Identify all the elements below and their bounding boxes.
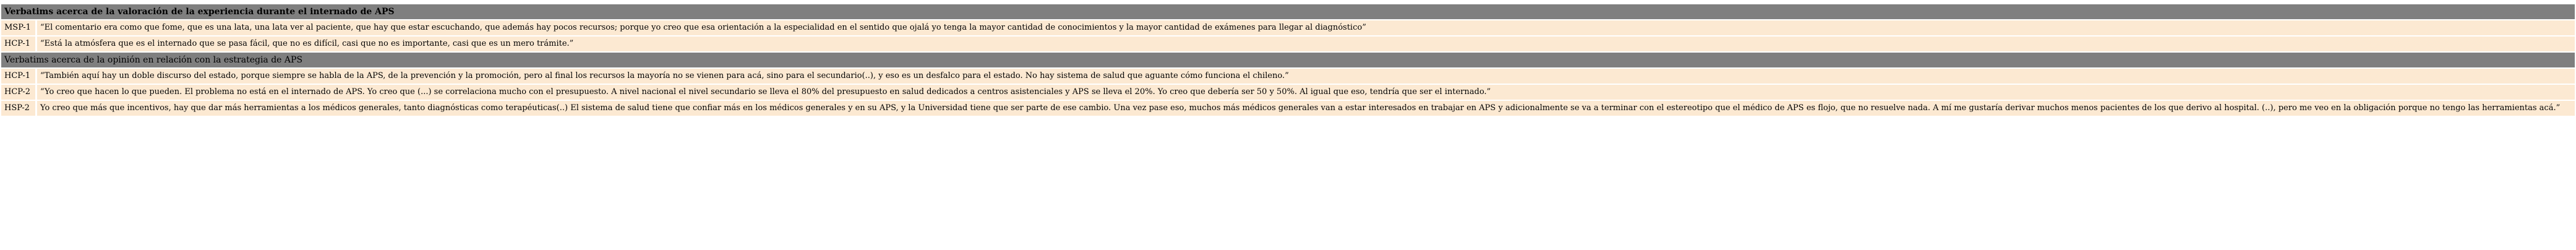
section-header-experiencia-internado: Verbatims acerca de la valoración de la experiencia durante el internado de APS [1,4,2575,19]
verbatim-quote: “Yo creo que hacen lo que pueden. El problema no está en el internado de APS. Yo creo que (...) se correlaciona mucho con el presupuesto. A nivel nacional el nivel secundario se lleva el 80% del presupuesto en salud dedicados a centros asistenciales y APS se lleva el 20%. Yo creo que debería ser 50 y 50%. Al igual que eso, tendría que ser el internado.” [37,85,2575,100]
participant-code: HCP-1 [1,37,35,51]
participant-code: MSP-1 [1,20,35,35]
table-row [1,69,2575,84]
participant-code: HCP-1 [1,69,35,84]
table-row [1,20,2575,35]
verbatim-quote: “También aquí hay un doble discurso del estado, porque siempre se habla de la APS, de la prevención y la promoción, pero al final los recursos la mayoría no se vienen para acá, sino para el secundario(..), y eso es un desfalco para el estado. No hay sistema de salud que aguante cómo funciona el chileno.” [37,69,2575,84]
verbatim-quote: Yo creo que más que incentivos, hay que dar más herramientas a los médicos generales, tanto diagnósticas como terapéuticas(..) El sistema de salud tiene que confiar más en los médicos generales y en su APS, y la Universidad tiene que ser parte de ese cambio. Una vez pase eso, muchos más médicos generales van a estar interesados en trabajar en APS y adicionalmente se va a terminar con el estereotipo que el médico de APS es flojo, que no resuelve nada. A mí me gustaría derivar muchos menos pacientes de los que derivo al hospital. (..), pero me veo en la obligación porque no tengo las herramientas acá.” [37,101,2575,116]
table-row [1,101,2575,116]
participant-code: HCP-2 [1,85,35,100]
table-row [1,37,2575,51]
table-row [1,85,2575,100]
verbatim-quote: “Está la atmósfera que es el internado que se pasa fácil, que no es difícil, casi que no es importante, casi que es un mero trámite.” [37,37,2575,51]
participant-code: HSP-2 [1,101,35,116]
verbatims-table [1,4,2575,117]
verbatim-quote: “El comentario era como que fome, que es una lata, una lata ver al paciente, que hay que estar escuchando, que además hay pocos recursos; porque yo creo que esa orientación a la especialidad en el sentido que ojalá yo tenga la mayor cantidad de conocimientos y la mayor cantidad de exámenes para llegar al diagnóstico” [37,20,2575,35]
section-header-estrategia-aps: Verbatims acerca de la opinión en relación con la estrategia de APS [1,53,2575,67]
